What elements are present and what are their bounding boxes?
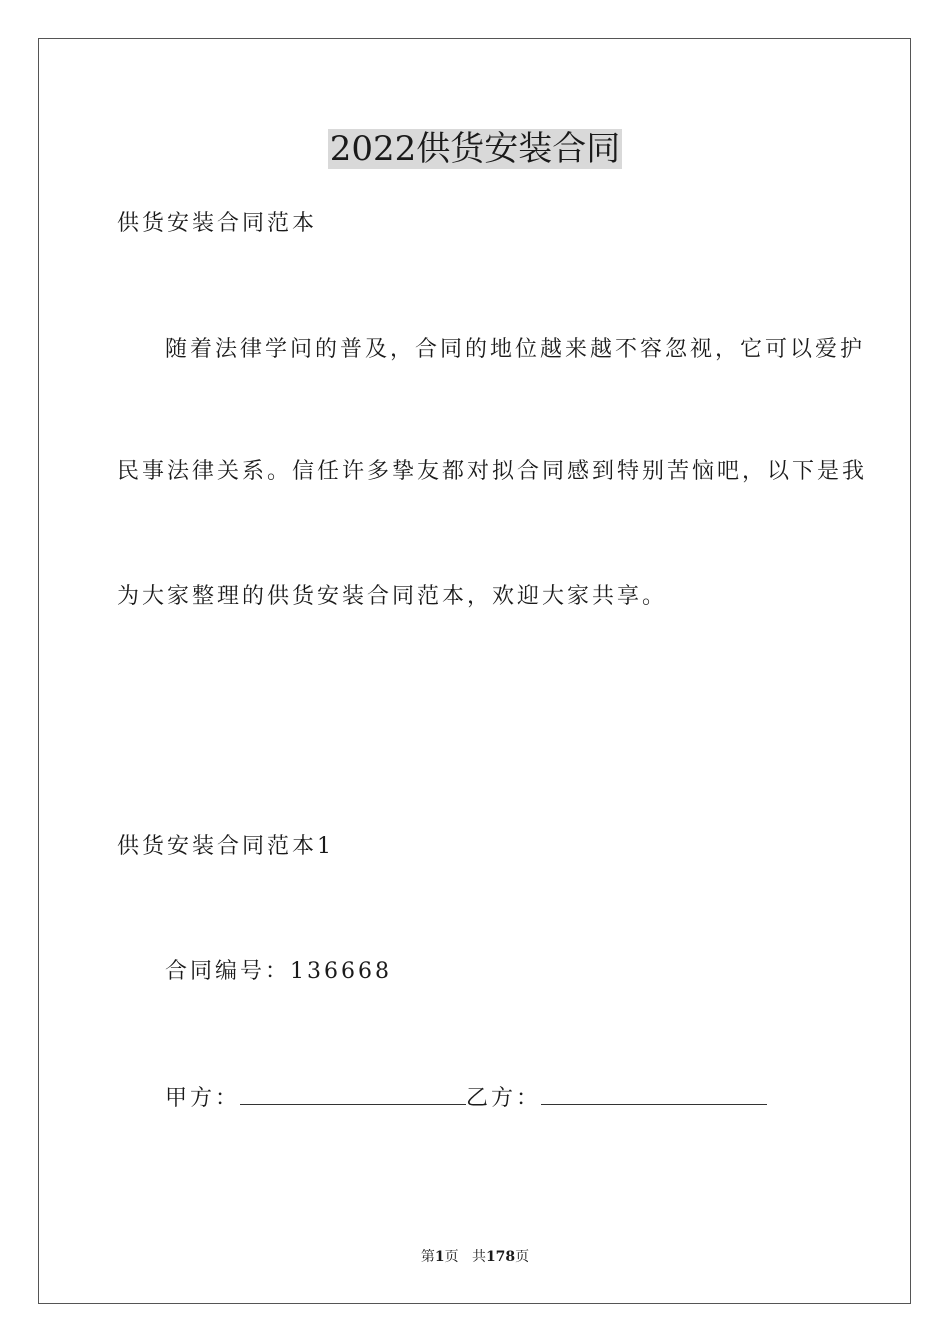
section-heading: 供货安装合同范本1	[117, 834, 334, 859]
footer-total-prefix: 共	[471, 1249, 486, 1265]
contract-number-value: 136668	[290, 959, 392, 984]
contract-number-line	[165, 957, 392, 987]
document-title-block	[0, 126, 950, 172]
party-b-blank	[541, 1082, 767, 1105]
footer-page-total: 178	[485, 1249, 516, 1265]
document-subtitle: 供货安装合同范本	[117, 211, 318, 236]
party-a-label: 甲方：	[165, 1086, 241, 1111]
page-footer	[0, 1248, 950, 1266]
footer-total-unit: 页	[515, 1249, 530, 1265]
intro-line-2: 民事法律关系。信任许多挚友都对拟合同感到特别苦恼吧，以下是我	[117, 459, 868, 484]
footer-page-unit: 页	[444, 1249, 459, 1265]
party-b-label: 乙方：	[466, 1086, 542, 1111]
intro-line-3: 为大家整理的供货安装合同范本，欢迎大家共享。	[117, 584, 668, 609]
contract-number-label: 合同编号：	[165, 959, 291, 984]
parties-line	[165, 1082, 767, 1114]
party-a-blank	[240, 1082, 466, 1105]
document-title: 2022供货安装合同	[329, 129, 621, 169]
footer-page-prefix: 第	[420, 1249, 435, 1265]
intro-line-1: 随着法律学问的普及，合同的地位越来越不容忽视，它可以爱护	[165, 337, 866, 362]
footer-page-current: 1	[434, 1249, 445, 1265]
